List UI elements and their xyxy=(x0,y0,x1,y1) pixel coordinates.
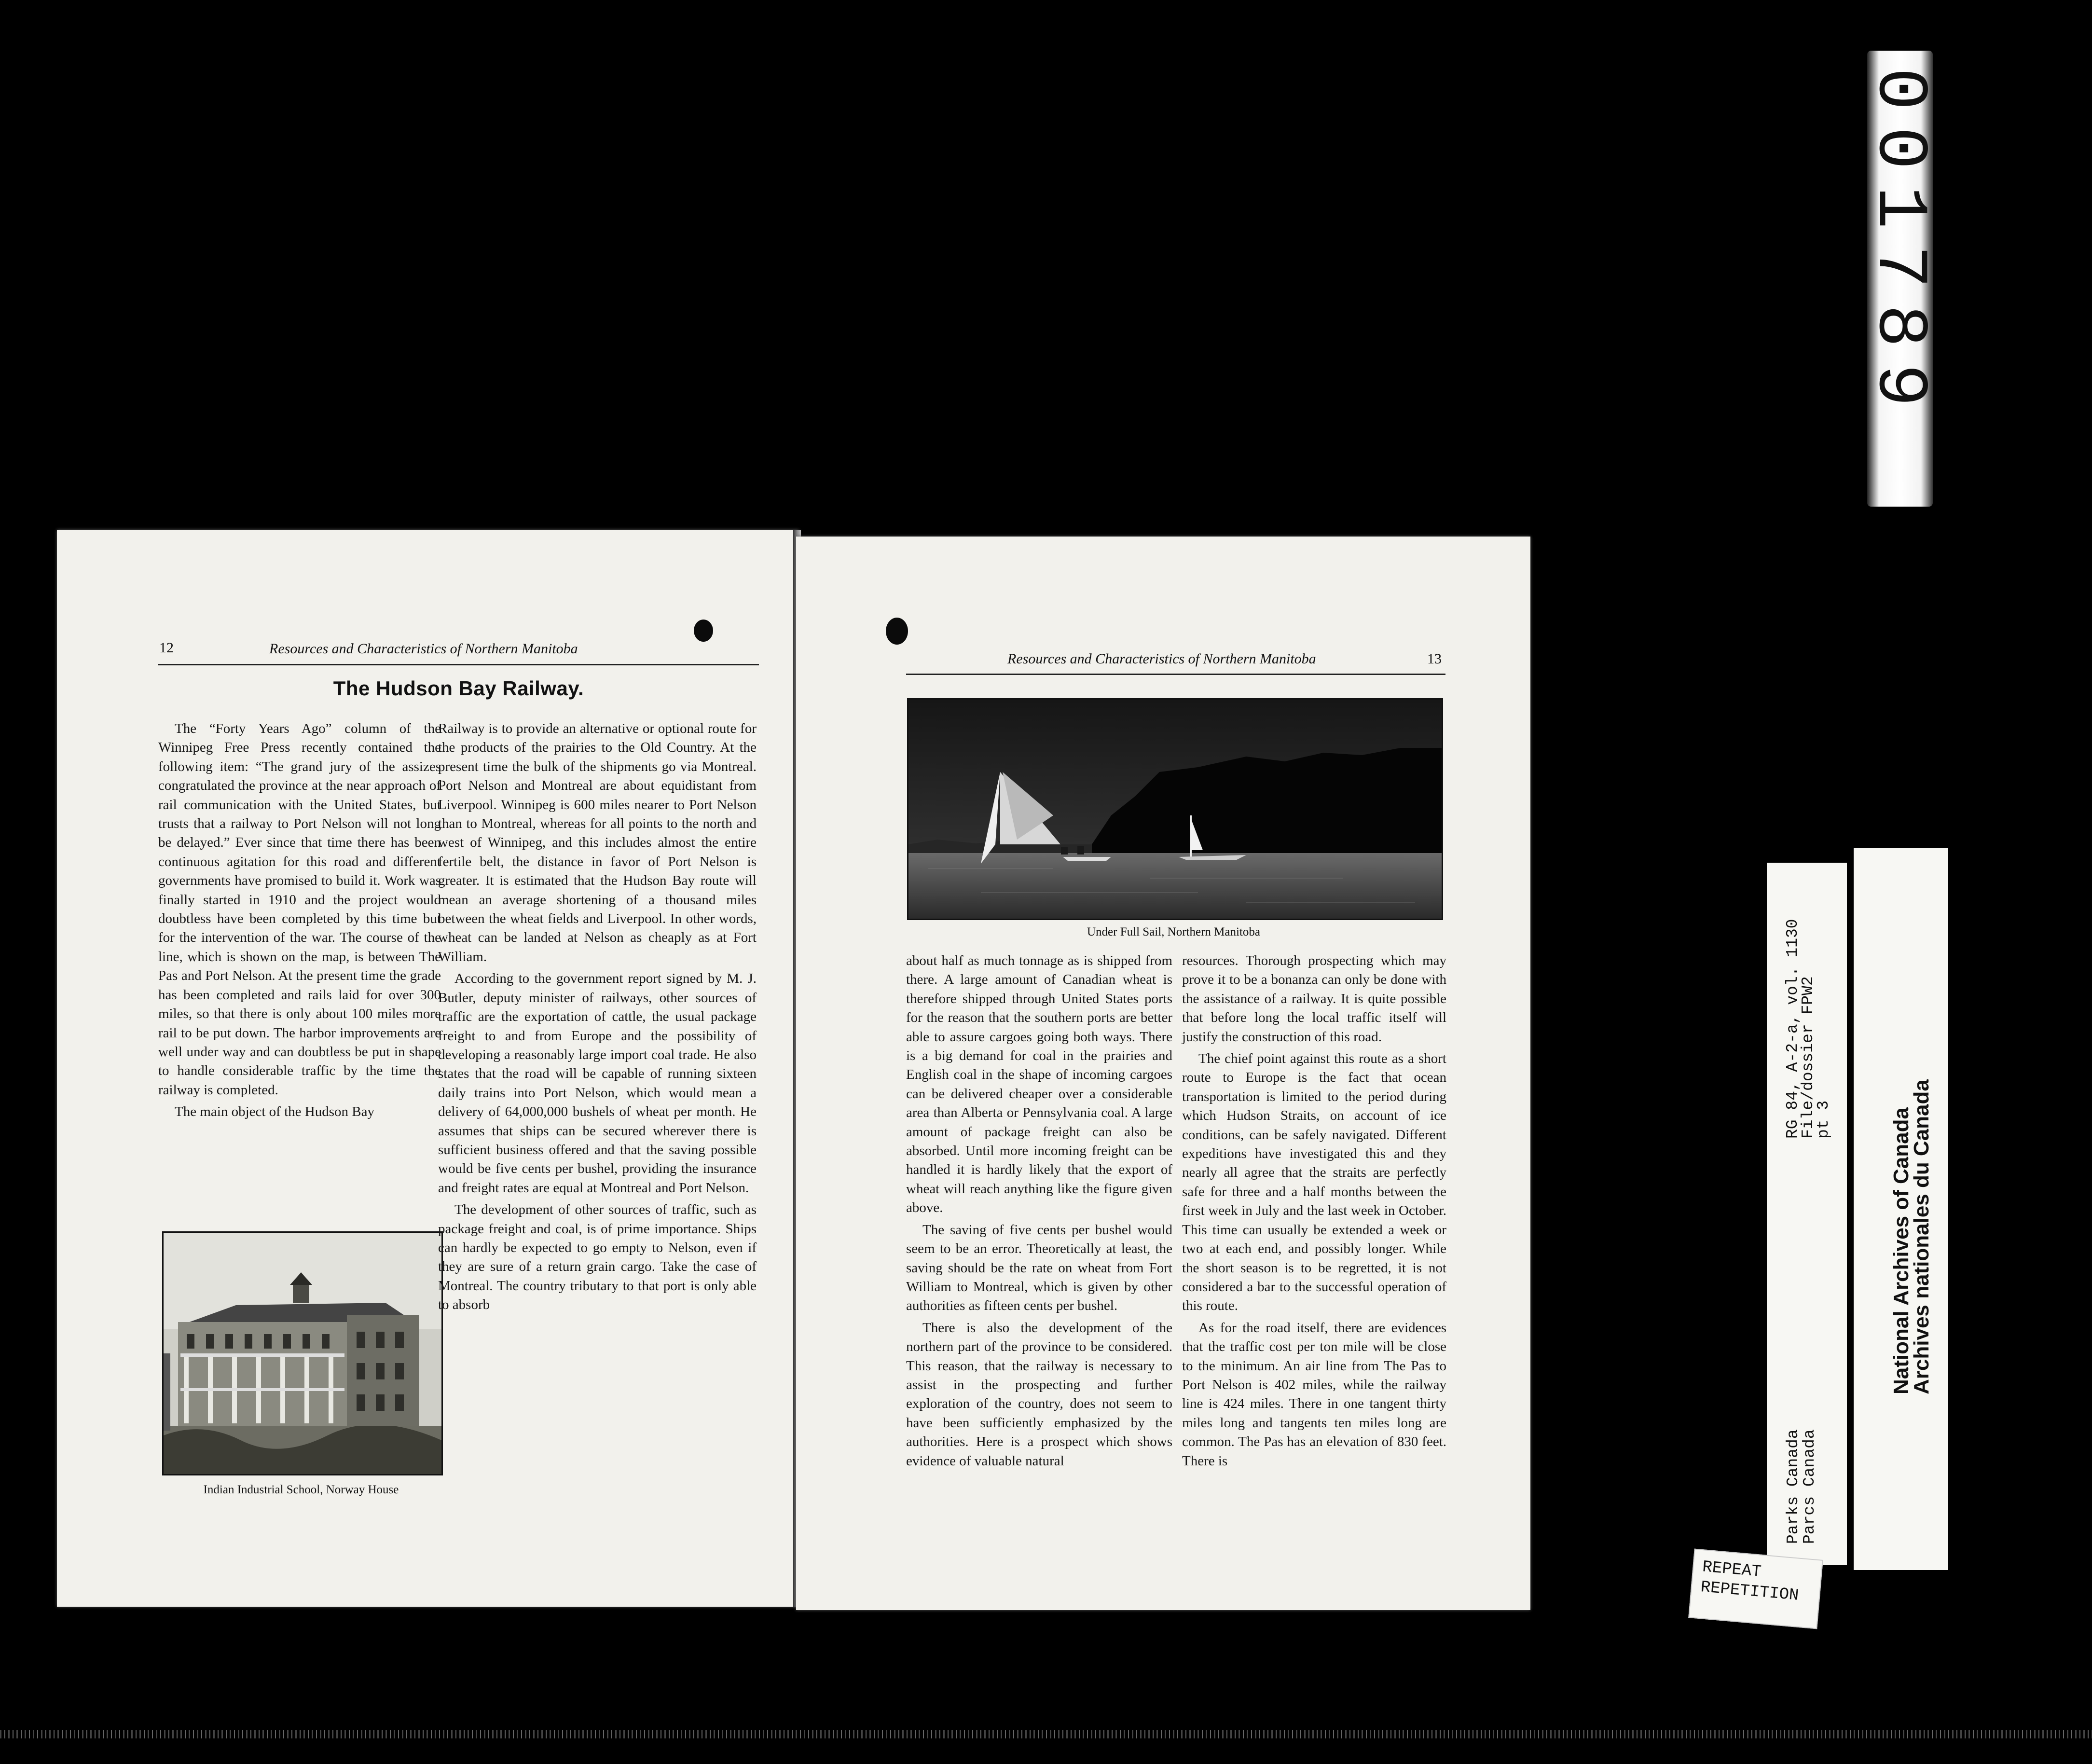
sailboat-photo xyxy=(907,698,1443,920)
ink-blot xyxy=(886,618,908,645)
stamp-line: REPEAT xyxy=(1701,1558,1762,1582)
paragraph: Railway is to provide an alternative or optional route for the products of the prairies to the Old Country. At the present time the bulk of the shipments go via Montreal. Port Nelson and Montreal are about equidistant from Liverpool. Winnipeg is 600 miles nearer to Port Nelson than to Montreal, whereas for all points to the north and west of Winnipeg, and this includes almost the entire fertile belt, the distance in favor of Port Nelson is greater. It is estimated that the Hudson Bay route will mean an average shortening of a thousand miles between the wheat fields and Liverpool. In other words, wheat can be landed at Nelson as cheaply as at Fort William. xyxy=(438,721,757,965)
reference-text xyxy=(1785,919,1831,1139)
article-title: The Hudson Bay Railway. xyxy=(333,677,584,700)
paragraph: about half as much tonnage as is shipped from there. A large amount of Canadian wheat is therefore shipped through United States ports for the reason that the southern ports are better able to assure cargoes going both ways. There is a big demand for coal in the prairies and English coal in the shape of incoming cargoes can be delivered cheaper over a considerable area than Alberta or Pennsylvania coal. A large amount of package freight can also be absorbed. Until more incoming freight can be handled it is hardly likely that the export of wheat will reach anything like the figure given above. xyxy=(906,953,1172,1216)
right-page xyxy=(796,537,1530,1610)
page-number: 12 xyxy=(159,640,174,656)
school-photo xyxy=(162,1231,443,1475)
header-rule xyxy=(158,664,759,665)
parks-line: Parcs Canada xyxy=(1801,1429,1818,1544)
text-column-1 xyxy=(906,951,1172,1474)
text-column-2 xyxy=(438,719,757,1318)
archives-text xyxy=(1891,1079,1932,1394)
parks-line: Parks Canada xyxy=(1784,1429,1802,1544)
left-page xyxy=(57,530,799,1607)
paragraph: The chief point against this route as a short route to Europe is the fact that ocean transportation is limited to the period during which Hudson Straits, on account of ice conditions, can be safely navigated. Different expeditions have investigated this and they nearly all agree that the straits are perfectly safe for three and a half months between the first week in July and the last week in October. This time can usually be extended a week or two at each end, and possibly longer. While the short season is to be regretted, it is not considered a bar to the successful operation of this route. xyxy=(1182,1051,1446,1314)
header-rule xyxy=(906,674,1445,675)
parks-canada-text xyxy=(1785,1429,1818,1544)
paragraph: The “Forty Years Ago” column of the Winnipeg Free Press recently contained the following item: “The grand jury of the assizes congratulated the province at the near approach of rail communication with the United States, but trusts that a railway to Port Nelson will not long be delayed.” Ever since that time there has been continuous agitation for this road and different governments have promised to build it. Work was finally started in 1910 and the project would doubtless have been completed by this time but for the intervention of the war. The course of the line, which is shown on the map, is between The Pas and Port Nelson. At the present time the grade has been completed and rails laid for over 300 miles, so that there is only about 100 miles more rail to be put down. The harbor improvements are well under way and can doubtless be put in shape to handle considerable traffic by the time the railway is completed. xyxy=(158,721,441,1098)
page-number: 13 xyxy=(1427,651,1442,667)
text-column-1 xyxy=(158,719,441,1125)
text-column-2 xyxy=(1182,951,1446,1474)
running-title: Resources and Characteristics of Northern Manitoba xyxy=(269,641,578,657)
film-edge xyxy=(0,1730,2092,1738)
ink-blot xyxy=(694,620,713,642)
stamp-line: REPETITION xyxy=(1700,1578,1800,1605)
reference-line: RG 84, A-2-a, vol. 1130 xyxy=(1784,919,1802,1139)
paragraph: As for the road itself, there are evidences that the traffic cost per ton mile will be close to the minimum. An air line from The Pas to Port Nelson is 402 miles, while the railway line is 424 miles. There in one tangent thirty miles long and tangents ten miles long are common. The Pas has an elevation of 830 feet. There is xyxy=(1182,1320,1446,1469)
paragraph: The saving of five cents per bushel would seem to be an error. Theoretically at least, the saving should be the rate on wheat from Fort William to Montreal, which is given by other authorities as fifteen cents per bushel. xyxy=(906,1222,1172,1314)
paragraph: The development of other sources of traffic, such as package freight and coal, is of prime importance. Ships can hardly be expected to go empty to Nelson, even if they are sure of a return grain cargo. Take the case of Montreal. The country tributary to that port is only able to absorb xyxy=(438,1202,757,1313)
paragraph: The main object of the Hudson Bay xyxy=(175,1104,374,1120)
paragraph: According to the government report signed by M. J. Butler, deputy minister of railways, other sources of traffic are the exportation of cattle, the usual package freight to and from Europe and the possibility of developing a reasonably large import coal trade. He also states that the road will be capable of running sixteen daily trains into Port Nelson, which would mean a delivery of 64,000,000 bushels of wheat per month. He assumes that ships can be secured wherever there is sufficient business offered and that the saving possible would be five cents per bushel, providing the insurance and freight rates are equal at Montreal and Port Nelson. xyxy=(438,971,757,1196)
paragraph: resources. Thorough prospecting which may prove it to be a bonanza can only be done with the assistance of a railway. It is quite possible that before long the local traffic itself will justify the construction of this road. xyxy=(1182,953,1446,1045)
photo-caption: Indian Industrial School, Norway House xyxy=(203,1483,399,1496)
frame-number: 001789 xyxy=(1858,68,1939,423)
archives-line: Archives nationales du Canada xyxy=(1910,1079,1933,1394)
reference-line: File/dossier FPW2 xyxy=(1799,976,1817,1139)
running-title: Resources and Characteristics of Northern Manitoba xyxy=(1007,651,1316,667)
repeat-stamp xyxy=(1688,1549,1823,1629)
archives-line: National Archives of Canada xyxy=(1889,1107,1913,1394)
photo-caption: Under Full Sail, Northern Manitoba xyxy=(1087,925,1260,938)
reference-line: pt 3 xyxy=(1815,1100,1832,1139)
paragraph: There is also the development of the northern part of the province to be considered. This reason, that the railway is necessary to assist in the prospecting and further exploration of the country, does not seem to have been sufficiently emphasized by the authorities. Here is a prospect which shows evidence of valuable natural xyxy=(906,1320,1172,1469)
